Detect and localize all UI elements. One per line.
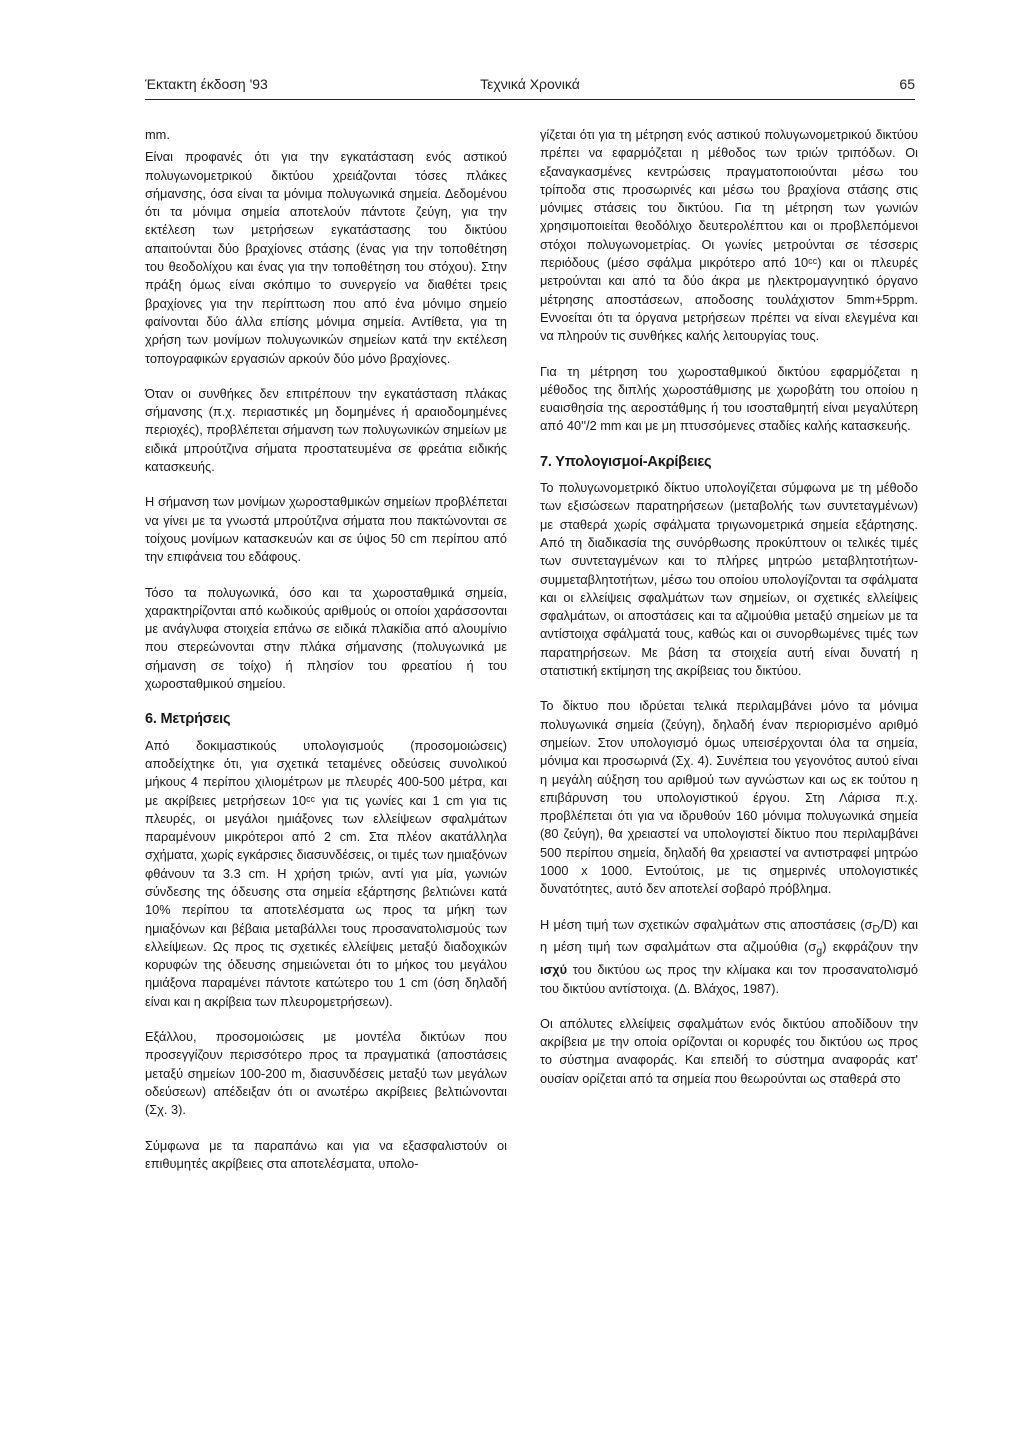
paragraph: γίζεται ότι για τη μέτρηση ενός αστικού πολυγωνομετρικού δικτύου πρέπει να εφαρμόζεται η μέθοδος των τριών τριπόδων. Οι εξαναγκασμένες κεντρώσεις πραγματοποιούνται μέσω του τρίποδα στις προσωρινές και μέσω του βραχίονα στάσης στις μόνιμες στάσεις του δικτύου. Για τη μέτρηση των γωνιών χρησιμοποιείται θεοδόλιχο δευτερολέπτου και οι προβλεπόμενοι στόχοι πολυγωνομετρίας. Οι γωνίες μετρούνται σε τέσσερις περιόδους (μέσο σφάλμα μικρότερο από 10ᶜᶜ) και οι πλευρές μετρούνται και από τα δύο άκρα με ηλεκτρομαγνητικό όργανο μέτρησης αποστάσεων, αποδοσης τουλάχιστον 5mm+5ppm. Εννοείται ότι τα όργανα μετρήσεων πρέπει να είναι ελεγμένα και να πληρούν τις συνθήκες καλής λειτουργίας τους. [540, 127, 918, 344]
text-run: ) εκφράζουν την [822, 939, 919, 955]
paragraph-with-symbols [540, 916, 918, 998]
paragraph: Το δίκτυο που ιδρύεται τελικά περιλαμβάνει μόνο τα μόνιμα πολυγωνικά σημεία (ζεύγη), δηλαδή έναν περιορισμένο αριθμό σημείων. Στον υπολογισμό όμως υπεισέρχονται όλα τα σημεία, μόνιμα και προσωρινά (Σχ. 4). Συνέπεια του γεγονότος αυτού είναι η μεγάλη αύξηση του αριθμού των αγνώστων και ως εκ τούτου η επιβάρυνση του υπολογιστικού έργου. Στη Λάρισα π.χ. προβλέπεται ότι για να ιδρυθούν 160 μόνιμα πολυγωνικά σημεία (80 ζεύγη), θα χρειαστεί να υπολογιστεί δίκτυο που περιλαμβάνει 500 περίπου σημεία, δηλαδή θα χρειαστεί να αντιστραφεί μητρώο 1000 x 1000. Εντούτοις, με τις σημερινές υπολογιστικές δυνατότητες, αυτό δεν αποτελεί σοβαρό πρόβλημα. [540, 698, 918, 897]
paragraph: Τόσο τα πολυγωνικά, όσο και τα χωροσταθμικά σημεία, χαρακτηρίζονται από κωδικούς αριθμούς οι οποίοι χαράσσονται με ανάγλυφα στοιχεία επάνω σε ειδικά πλακίδια από αλουμίνιο που στερεώνονται στην πλάκα σήμανσης (πολυγωνικά με σήμανση σε τοίχο) ή πλησίον του φρεατίου ή του χωροσταθμικού σημείου. [145, 584, 507, 692]
journal-title: Τεχνικά Χρονικά [480, 76, 580, 92]
paragraph: Η σήμανση των μονίμων χωροσταθμικών σημείων προβλέπεται να γίνει με τα γνωστά μπρούτζινα σήματα που πακτώνονται σε τοίχους μονίμων κατασκευών και σε ύψος 50 cm περίπου από την επιφάνεια του εδάφους. [145, 494, 507, 565]
paragraph: Το πολυγωνομετρικό δίκτυο υπολογίζεται σύμφωνα με τη μέθοδο των εξισώσεων παρατηρήσεων (μεταβολής των συντεταγμένων) με σταθερά χωρίς σφάλματα τριγωνομετρικά σημεία εξάρτησης. Από τη διαδικασία της συνόρθωσης προκύπτουν οι τελικές τιμές των συντεταγμένων και το πλήρες μητρώο μεταβλητοτήτων-συμμεταβλητοτήτων, μέσω του οποίου υπολογίζονται τα σφάλματα και οι ελλείψεις σφαλμάτων των σημείων, οι σχετικές ελλείψεις σφαλμάτων, οι αποστάσεις και τα αζιμούθια μεταξύ σημείων με τα αντίστοιχα σφάλματά τους, καθώς και οι συνορθωμένες τιμές των παρατηρήσεων. Με βάση τα στοιχεία αυτή είναι δυνατή η στατιστική εκτίμηση της ακρίβειας του δικτύου. [540, 480, 918, 679]
section-heading-measurements: 6. Μετρήσεις [145, 711, 231, 728]
section-heading-calculations: 7. Υπολογισμοί-Ακρίβειες [540, 453, 712, 470]
subscript: g [816, 945, 823, 958]
paragraph: Για τη μέτρηση του χωροσταθμικού δικτύου εφαρμόζεται η μέθοδος της διπλής χωροστάθμισης με χωροβάτη του οποίου η ευαισθησία της αεροστάθμης ή του ισοσταθμητή είναι μεγαλύτερη από 40''/2 mm και με μη πτυσσόμενες σταδίες καλής κατασκευής. [540, 363, 918, 434]
running-header [145, 76, 915, 98]
paragraph: Είναι προφανές ότι για την εγκατάσταση ενός αστικού πολυγωνομετρικού δικτύου χρειάζονται τόσες πλάκες σήμανσης, όσα είναι τα μόνιμα πολυγωνικά σημεία. Δεδομένου ότι τα μόνιμα σημεία αποτελούν πάντοτε ζεύγη, για την εκτέλεση των μετρήσεων εγκατάστασης του δικτύου απαιτούνται δύο βραχίονες στάσης (ένας για την τοποθέτηση του θεοδολίχου και ένας για την τοποθέτηση του στόχου). Στην πράξη όμως είναι σκόπιμο το συνεργείο να διαθέτει τρεις βραχίονες για την περίπτωση που από ένα μόνιμο σημείο φαίνονται δύο άλλα επίσης μόνιμα σημεία. Αντίθετα, για τη χρήση των μονίμων πολυγωνικών σημείων κατά την εκτέλεση τοπογραφικών εργασιών αρκούν δύο μόνο βραχίονες. [145, 149, 507, 366]
paragraph: Οι απόλυτες ελλείψεις σφαλμάτων ενός δικτύου αποδίδουν την ακρίβεια με την οποία ορίζονται οι κορυφές του δικτύου ως προς το σύστημα αναφοράς. Και επειδή το σύστημα αναφοράς κατ' ουσίαν ορίζεται από τα σημεία που θεωρούνται ως σταθερά στο [540, 1015, 918, 1086]
paragraph: Σύμφωνα με τα παραπάνω και για να εξασφαλιστούν οι επιθυμητές ακρίβειες στα αποτελέσματα, υπολο- [145, 1137, 507, 1171]
paragraph: Από δοκιμαστικούς υπολογισμούς (προσομοιώσεις) αποδείχτηκε ότι, για σχετικά τεταμένες οδεύσεις συνολικού μήκους 4 περίπου χιλιομέτρων με πλευρές 400-500 μέτρα, και με ακρίβειες μετρήσεων 10ᶜᶜ για τις γωνίες και 1 cm για τις πλευρές, οι μεγάλοι ημιάξονες των ελλείψεων σφαλμάτων παραμένουν μικρότεροι από 2 cm. Στα πλέον ακατάλληλα σχήματα, χωρίς εγκάρσιες διασυνδέσεις, οι τιμές των ημιαξόνων φθάνουν τα 3.3 cm. Η χρήση τριών, αντί για μία, γωνιών σύνδεσης της όδευσης στα σημεία εξάρτησης βελτιώνει κατά 10% περίπου τα αποτελέσματα ως προς τα μήκη των ημιαξόνων και βέβαια μεταβάλλει τους προσανατολισμούς των ελλείψεων. Ως προς τις σχετικές ελλείψεις μεταξύ διαδοχικών κορυφών της όδευσης σημειώνεται ότι το μήκος του μεγάλου ημιάξονα παραμένει πάντοτε κατώτερο του 1 cm (όση δηλαδή είναι και η ακρίβεια των πλευρομετρήσεων). [145, 737, 507, 1009]
bold-term: ισχύ [540, 962, 568, 978]
page-number: 65 [899, 76, 915, 92]
text-run: του δικτύου ως προς την κλίμακα και τον προσανατολισμό του δικτύου αντίστοιχα. (Δ. Βλάχος, 1987). [540, 962, 918, 996]
text-run: /D) και η μέση τιμή των σφαλμάτων στα αζιμούθια (σ [540, 916, 918, 955]
header-rule [145, 99, 915, 100]
paragraph: mm. [145, 127, 170, 142]
subscript: D [872, 923, 881, 936]
text-run: Η μέση τιμή των σχετικών σφαλμάτων στις αποστάσεις (σ [540, 916, 873, 932]
right-column [540, 126, 918, 1088]
paragraph: Εξάλλου, προσομοιώσεις με μοντέλα δικτύων που προσεγγίζουν περισσότερο προς τα πραγματικά (αποστάσεις μεταξύ σημείων 100-200 m, διασυνδέσεις μεταξύ των μεγάλων οδεύσεων) απέδειξαν ότι οι ανωτέρω ακρίβειες βελτιώνονται (Σχ. 3). [145, 1029, 507, 1118]
paragraph: Όταν οι συνθήκες δεν επιτρέπουν την εγκατάσταση πλάκας σήμανσης (π.χ. περιαστικές μη δομημένες ή αραιοδομημένες περιοχές), προβλέπεται σήμανση των πολυγωνικών σημείων με ειδικά μπρούτζινα σήματα προστατευμένα σε φρεάτια ειδικής κατασκευής. [145, 385, 507, 475]
edition-label: Έκτακτη έκδοση '93 [145, 76, 268, 92]
left-column [145, 126, 507, 1190]
